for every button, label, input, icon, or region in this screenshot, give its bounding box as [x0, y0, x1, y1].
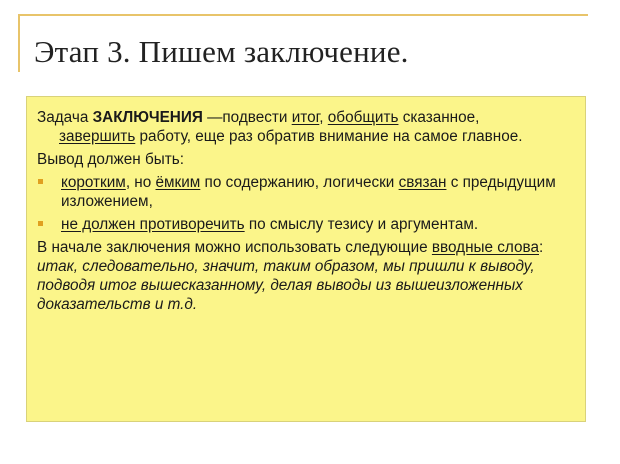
- underlined-term: не должен противоречить: [61, 216, 245, 233]
- bullet-item-short: [37, 173, 577, 211]
- text-fragment: с предыдущим изложением,: [61, 174, 556, 210]
- text-fragment: ,: [319, 109, 328, 126]
- underlined-term: связан: [398, 174, 447, 191]
- text-fragment: В начале заключения можно использовать следующие: [37, 239, 432, 256]
- underlined-term: завершить: [59, 128, 136, 145]
- text-fragment: :: [539, 239, 544, 256]
- paragraph-task-continued: [37, 127, 577, 146]
- bullet-square-icon: [38, 179, 43, 184]
- bullet-item-no-contradiction: [37, 215, 577, 234]
- title-rule-horizontal: [18, 14, 588, 16]
- text-fragment: , но: [125, 174, 156, 191]
- slide-title: Этап 3. Пишем заключение.: [34, 34, 409, 69]
- underlined-term: вводные слова: [431, 239, 539, 256]
- underlined-term: коротким: [61, 174, 126, 191]
- title-rule-vertical: [18, 14, 20, 72]
- text-fragment: по содержанию, логически: [200, 174, 399, 191]
- paragraph-task: [37, 108, 577, 146]
- underlined-term: обобщить: [327, 109, 399, 126]
- text-fragment: Задача: [37, 109, 93, 126]
- underlined-term: итог: [291, 109, 320, 126]
- paragraph-introductory-words: [37, 238, 577, 314]
- text-fragment: —подвести: [202, 109, 292, 126]
- underlined-term: ёмким: [155, 174, 201, 191]
- content-text: [37, 108, 577, 318]
- keyword-conclusion: ЗАКЛЮЧЕНИЯ: [92, 109, 203, 126]
- bullet-square-icon: [38, 221, 43, 226]
- text-fragment: по смыслу тезису и аргументам.: [244, 216, 479, 233]
- italic-examples: итак, следовательно, значит, таким образом, мы пришли к выводу, подводя итог вышесказанному, делая выводы из вышеизложенных доказательств и т.д.: [37, 258, 535, 313]
- text-fragment: работу, еще раз обратив внимание на самое главное.: [135, 128, 523, 145]
- text-fragment: сказанное,: [398, 109, 480, 126]
- paragraph-conclusion-should-be: Вывод должен быть:: [37, 151, 184, 168]
